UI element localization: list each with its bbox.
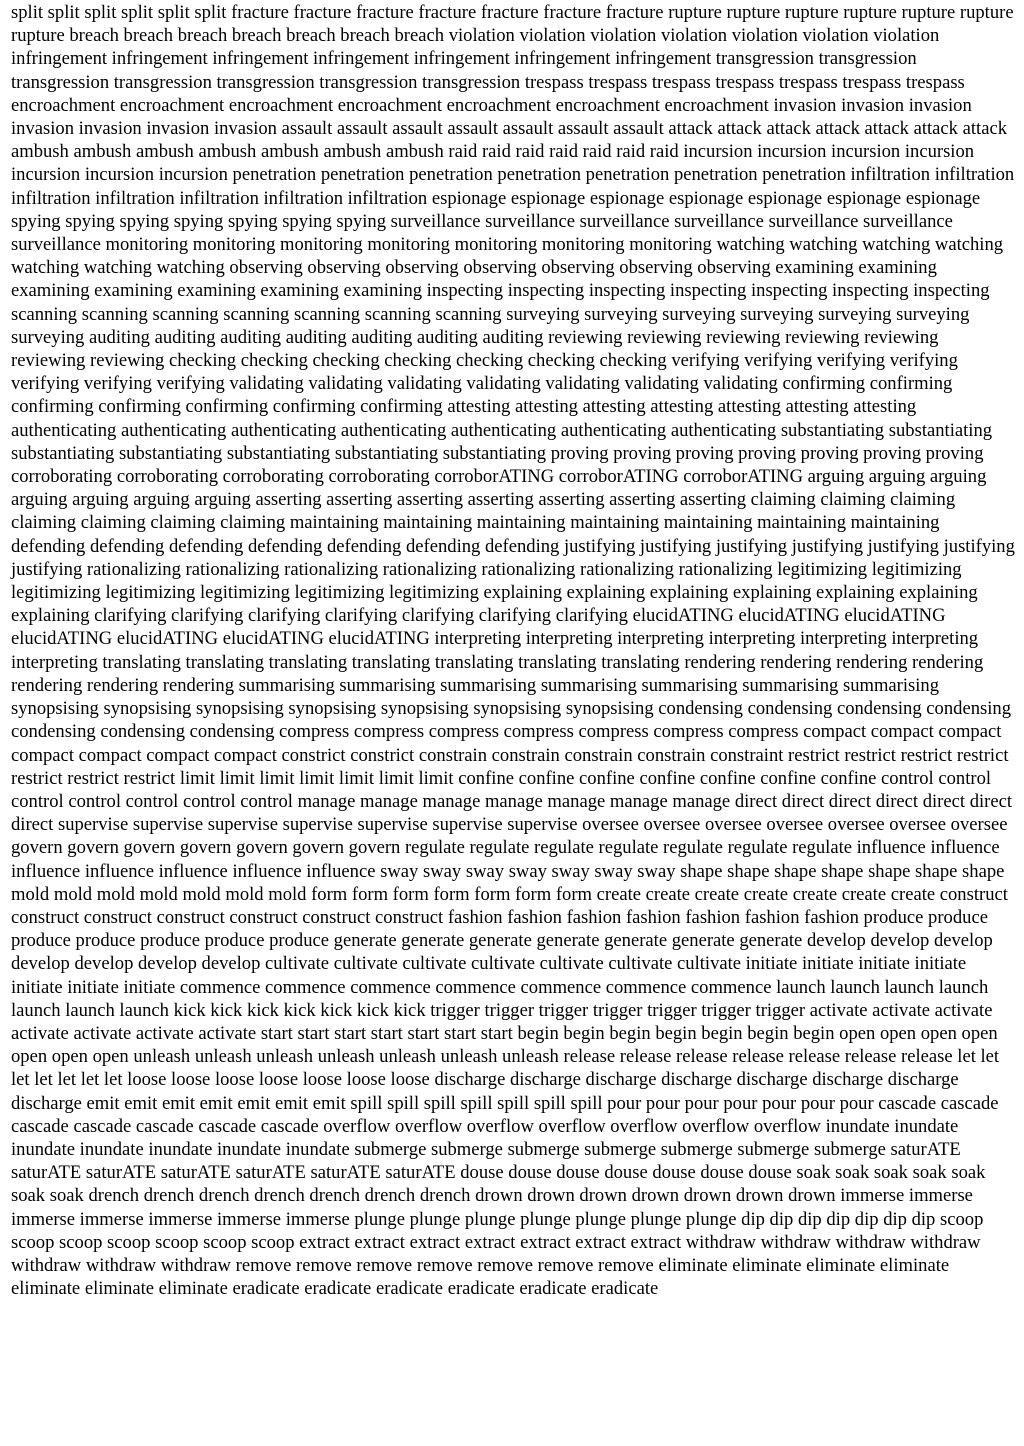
body-text: split split split split split split fracture fracture fracture fracture fracture fracture fracture rupture rupture rupture rupture rupture rupture rupture breach breach breach breach breach breach breach violation violation violation violation violation violation violation infringement infringement infringement infringement infringement infringement infringement transgression transgression transgression transgression transgression transgression transgression trespass trespass trespass trespass trespass trespass trespass encroachment encroachment encroachment encroachment encroachment encroachment encroachment invasion invasion invasion invasion invasion invasion invasion assault assault assault assault assault assault assault attack attack attack attack attack attack attack ambush ambush ambush ambush ambush ambush ambush raid raid raid raid raid raid raid incursion incursion incursion incursion incursion incursion incursion penetration penetration penetration penetration penetration penetration penetration infiltration infiltration infiltration infiltration infiltration infiltration infiltration espionage espionage espionage espionage espionage espionage espionage spying spying spying spying spying spying spying surveillance surveillance surveillance surveillance surveillance surveillance surveillance monitoring monitoring monitoring monitoring monitoring monitoring monitoring watching watching watching watching watching watching watching observing observing observing observing observing observing observing examining examining examining examining examining examining examining inspecting inspecting inspecting inspecting inspecting inspecting inspecting scanning scanning scanning scanning scanning scanning scanning surveying surveying surveying surveying surveying surveying surveying auditing auditing auditing auditing auditing auditing auditing reviewing reviewing reviewing reviewing reviewing reviewing reviewing checking checking checking checking checking checking checking verifying verifying verifying verifying verifying verifying verifying validating validating validating validating validating validating validating confirming confirming confirming confirming confirming confirming confirming attesting attesting attesting attesting attesting attesting attesting authenticating authenticating authenticating authenticating authenticating authenticating authenticating substantiating substantiating substantiating substantiating substantiating substantiating substantiating proving proving proving proving proving proving proving corroborating corroborating corroborating corroborating corroborATING corroborATING corroborATING arguing arguing arguing arguing arguing arguing arguing asserting asserting asserting asserting asserting asserting asserting claiming claiming claiming claiming claiming claiming claiming maintaining maintaining maintaining maintaining maintaining maintaining maintaining defending defending defending defending defending defending defending justifying justifying justifying justifying justifying justifying justifying rationalizing rationalizing rationalizing rationalizing rationalizing rationalizing rationalizing legitimizing legitimizing legitimizing legitimizing legitimizing legitimizing legitimizing explaining explaining explaining explaining explaining explaining explaining clarifying clarifying clarifying clarifying clarifying clarifying clarifying elucidATING elucidATING elucidATING elucidATING elucidATING elucidATING elucidATING interpreting interpreting interpreting interpreting interpreting interpreting interpreting translating translating translating translating translating translating translating rendering rendering rendering rendering rendering rendering rendering summarising summarising summarising summarising summarising summarising summarising synopsising synopsising synopsising synopsising synopsising synopsising synopsising condensing condensing condensing condensing condensing condensing condensing compress compress compress compress compress compress compress compact compact compact compact compact compact compact constrict constrict constrain constrain constrain constrain constraint restrict restrict restrict restrict restrict restrict restrict limit limit limit limit limit limit limit confine confine confine confine confine confine confine control control control control control control control manage manage manage manage manage manage manage direct direct direct direct direct direct direct supervise supervise supervise supervise supervise supervise supervise oversee oversee oversee oversee oversee oversee oversee govern govern govern govern govern govern govern regulate regulate regulate regulate regulate regulate regulate influence influence influence influence influence influence influence sway sway sway sway sway sway sway shape shape shape shape shape shape shape mold mold mold mold mold mold mold form form form form form form form create create create create create create create construct construct construct construct construct construct construct fashion fashion fashion fashion fashion fashion fashion produce produce produce produce produce produce produce generate generate generate generate generate generate generate develop develop develop develop develop develop develop cultivate cultivate cultivate cultivate cultivate cultivate cultivate initiate initiate initiate initiate initiate initiate initiate commence commence commence commence commence commence commence launch launch launch launch launch launch launch kick kick kick kick kick kick kick trigger trigger trigger trigger trigger trigger trigger activate activate activate activate activate activate activate start start start start start start start begin begin begin begin begin begin begin open open open open open open open unleash unleash unleash unleash unleash unleash unleash release release release release release release release let let let let let let let loose loose loose loose loose loose loose discharge discharge discharge discharge discharge discharge discharge discharge emit emit emit emit emit emit emit spill spill spill spill spill spill spill pour pour pour pour pour pour pour cascade cascade cascade cascade cascade cascade cascade overflow overflow overflow overflow overflow overflow overflow inundate inundate inundate inundate inundate inundate inundate submerge submerge submerge submerge submerge submerge submerge saturATE saturATE saturATE saturATE saturATE saturATE saturATE douse douse douse douse douse douse douse soak soak soak soak soak soak soak drench drench drench drench drench drench drench drown drown drown drown drown drown drown immerse immerse immerse immerse immerse immerse immerse plunge plunge plunge plunge plunge plunge plunge dip dip dip dip dip dip dip scoop scoop scoop scoop scoop scoop scoop extract extract extract extract extract extract extract withdraw withdraw withdraw withdraw withdraw withdraw withdraw remove remove remove remove remove remove remove eliminate eliminate eliminate eliminate eliminate eliminate eliminate eradicate eradicate eradicate eradicate eradicate eradicate: [11, 2, 1015, 1300]
